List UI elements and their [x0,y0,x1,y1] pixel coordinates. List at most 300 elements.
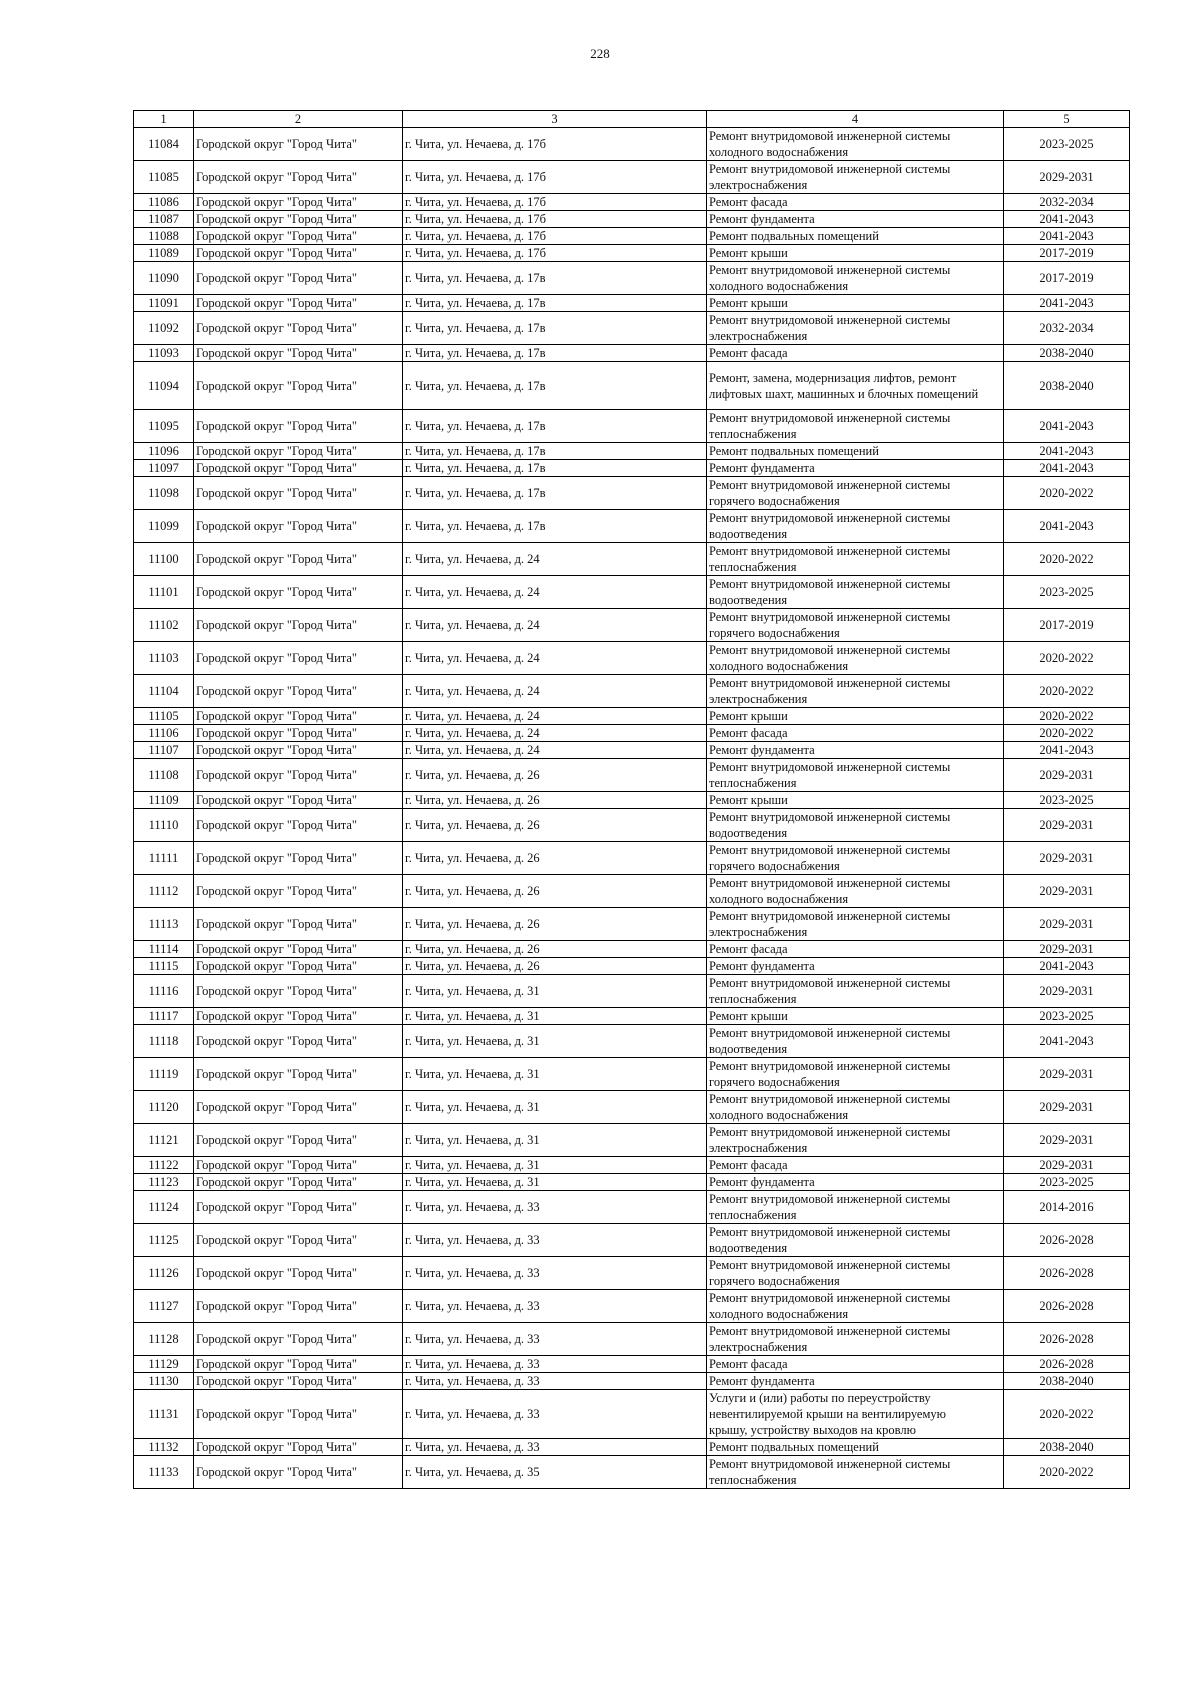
cell-work-type: Ремонт крыши [707,295,1004,312]
cell-period: 2023-2025 [1004,1008,1130,1025]
table-row [134,1191,1130,1224]
table-row [134,958,1130,975]
cell-period: 2020-2022 [1004,477,1130,510]
cell-municipality: Городской округ "Город Чита" [194,742,403,759]
cell-period: 2017-2019 [1004,245,1130,262]
table-row [134,675,1130,708]
table-row [134,262,1130,295]
table-row [134,128,1130,161]
cell-period: 2029-2031 [1004,161,1130,194]
cell-period: 2017-2019 [1004,262,1130,295]
table-row [134,345,1130,362]
cell-address: г. Чита, ул. Нечаева, д. 17в [403,362,707,410]
cell-row-number: 11104 [134,675,194,708]
cell-period: 2041-2043 [1004,295,1130,312]
cell-period: 2020-2022 [1004,1390,1130,1439]
cell-period: 2041-2043 [1004,460,1130,477]
cell-row-number: 11115 [134,958,194,975]
table-row [134,1224,1130,1257]
cell-work-type: Ремонт фундамента [707,958,1004,975]
cell-municipality: Городской округ "Город Чита" [194,312,403,345]
table-row [134,510,1130,543]
cell-period: 2032-2034 [1004,312,1130,345]
table-row [134,792,1130,809]
cell-address: г. Чита, ул. Нечаева, д. 24 [403,609,707,642]
cell-period: 2041-2043 [1004,228,1130,245]
cell-row-number: 11098 [134,477,194,510]
cell-work-type: Услуги и (или) работы по переустройству невентилируемой крыши на вентилируемую крышу, устройству выходов на кровлю [707,1390,1004,1439]
cell-municipality: Городской округ "Город Чита" [194,161,403,194]
table-row [134,759,1130,792]
table-row [134,312,1130,345]
cell-period: 2023-2025 [1004,792,1130,809]
cell-address: г. Чита, ул. Нечаева, д. 24 [403,576,707,609]
cell-municipality: Городской округ "Город Чита" [194,345,403,362]
cell-work-type: Ремонт внутридомовой инженерной системы теплоснабжения [707,1191,1004,1224]
cell-address: г. Чита, ул. Нечаева, д. 17в [403,510,707,543]
cell-row-number: 11095 [134,410,194,443]
table-row [134,161,1130,194]
cell-address: г. Чита, ул. Нечаева, д. 31 [403,1008,707,1025]
cell-row-number: 11124 [134,1191,194,1224]
cell-work-type: Ремонт фасада [707,1157,1004,1174]
cell-work-type: Ремонт подвальных помещений [707,228,1004,245]
header-col-4: 4 [707,111,1004,128]
cell-work-type: Ремонт крыши [707,792,1004,809]
cell-address: г. Чита, ул. Нечаева, д. 26 [403,792,707,809]
cell-period: 2020-2022 [1004,1456,1130,1489]
cell-address: г. Чита, ул. Нечаева, д. 24 [403,675,707,708]
table-row [134,1290,1130,1323]
cell-row-number: 11092 [134,312,194,345]
cell-period: 2029-2031 [1004,875,1130,908]
cell-work-type: Ремонт подвальных помещений [707,1439,1004,1456]
cell-work-type: Ремонт внутридомовой инженерной системы холодного водоснабжения [707,128,1004,161]
cell-period: 2029-2031 [1004,842,1130,875]
cell-work-type: Ремонт внутридомовой инженерной системы холодного водоснабжения [707,875,1004,908]
cell-period: 2017-2019 [1004,609,1130,642]
cell-period: 2026-2028 [1004,1290,1130,1323]
cell-row-number: 11114 [134,941,194,958]
cell-work-type: Ремонт внутридомовой инженерной системы электроснабжения [707,908,1004,941]
cell-work-type: Ремонт фасада [707,725,1004,742]
cell-municipality: Городской округ "Город Чита" [194,1191,403,1224]
cell-work-type: Ремонт внутридомовой инженерной системы горячего водоснабжения [707,1257,1004,1290]
cell-municipality: Городской округ "Город Чита" [194,1025,403,1058]
cell-municipality: Городской округ "Город Чита" [194,708,403,725]
table-row [134,908,1130,941]
cell-address: г. Чита, ул. Нечаева, д. 17б [403,228,707,245]
cell-period: 2041-2043 [1004,443,1130,460]
cell-municipality: Городской округ "Город Чита" [194,460,403,477]
cell-work-type: Ремонт фундамента [707,742,1004,759]
table-row [134,194,1130,211]
cell-work-type: Ремонт внутридомовой инженерной системы водоотведения [707,1224,1004,1257]
cell-address: г. Чита, ул. Нечаева, д. 31 [403,1157,707,1174]
cell-municipality: Городской округ "Город Чита" [194,842,403,875]
cell-address: г. Чита, ул. Нечаева, д. 24 [403,742,707,759]
table-body [134,128,1130,1489]
cell-work-type: Ремонт внутридомовой инженерной системы теплоснабжения [707,759,1004,792]
cell-work-type: Ремонт внутридомовой инженерной системы горячего водоснабжения [707,842,1004,875]
cell-work-type: Ремонт фундамента [707,1174,1004,1191]
cell-address: г. Чита, ул. Нечаева, д. 17в [403,312,707,345]
cell-municipality: Городской округ "Город Чита" [194,1257,403,1290]
cell-address: г. Чита, ул. Нечаева, д. 33 [403,1356,707,1373]
cell-row-number: 11119 [134,1058,194,1091]
cell-municipality: Городской округ "Город Чита" [194,958,403,975]
cell-address: г. Чита, ул. Нечаева, д. 24 [403,543,707,576]
table-row [134,1008,1130,1025]
cell-municipality: Городской округ "Город Чита" [194,609,403,642]
cell-period: 2041-2043 [1004,742,1130,759]
table-row [134,1174,1130,1191]
cell-address: г. Чита, ул. Нечаева, д. 33 [403,1323,707,1356]
cell-address: г. Чита, ул. Нечаева, д. 24 [403,642,707,675]
cell-row-number: 11100 [134,543,194,576]
cell-address: г. Чита, ул. Нечаева, д. 26 [403,941,707,958]
cell-work-type: Ремонт крыши [707,1008,1004,1025]
cell-work-type: Ремонт внутридомовой инженерной системы теплоснабжения [707,975,1004,1008]
cell-period: 2029-2031 [1004,1157,1130,1174]
cell-municipality: Городской округ "Город Чита" [194,228,403,245]
cell-municipality: Городской округ "Город Чита" [194,1290,403,1323]
cell-row-number: 11093 [134,345,194,362]
cell-address: г. Чита, ул. Нечаева, д. 26 [403,809,707,842]
table-row [134,725,1130,742]
cell-row-number: 11103 [134,642,194,675]
cell-work-type: Ремонт внутридомовой инженерной системы водоотведения [707,510,1004,543]
cell-row-number: 11113 [134,908,194,941]
cell-period: 2023-2025 [1004,1174,1130,1191]
cell-work-type: Ремонт внутридомовой инженерной системы холодного водоснабжения [707,1091,1004,1124]
cell-row-number: 11133 [134,1456,194,1489]
cell-municipality: Городской округ "Город Чита" [194,211,403,228]
cell-period: 2026-2028 [1004,1356,1130,1373]
cell-row-number: 11106 [134,725,194,742]
cell-row-number: 11099 [134,510,194,543]
cell-municipality: Городской округ "Город Чита" [194,725,403,742]
cell-work-type: Ремонт внутридомовой инженерной системы электроснабжения [707,675,1004,708]
cell-work-type: Ремонт внутридомовой инженерной системы холодного водоснабжения [707,642,1004,675]
cell-period: 2041-2043 [1004,510,1130,543]
cell-work-type: Ремонт внутридомовой инженерной системы холодного водоснабжения [707,262,1004,295]
cell-row-number: 11132 [134,1439,194,1456]
cell-period: 2032-2034 [1004,194,1130,211]
cell-row-number: 11087 [134,211,194,228]
cell-row-number: 11089 [134,245,194,262]
cell-work-type: Ремонт внутридомовой инженерной системы водоотведения [707,809,1004,842]
cell-period: 2029-2031 [1004,941,1130,958]
cell-municipality: Городской округ "Город Чита" [194,443,403,460]
cell-row-number: 11109 [134,792,194,809]
cell-municipality: Городской округ "Город Чита" [194,1373,403,1390]
cell-municipality: Городской округ "Город Чита" [194,908,403,941]
cell-work-type: Ремонт внутридомовой инженерной системы горячего водоснабжения [707,1058,1004,1091]
cell-address: г. Чита, ул. Нечаева, д. 26 [403,759,707,792]
cell-period: 2029-2031 [1004,908,1130,941]
cell-address: г. Чита, ул. Нечаева, д. 33 [403,1191,707,1224]
cell-row-number: 11110 [134,809,194,842]
cell-address: г. Чита, ул. Нечаева, д. 24 [403,725,707,742]
cell-municipality: Городской округ "Город Чита" [194,975,403,1008]
table-row [134,1390,1130,1439]
cell-row-number: 11120 [134,1091,194,1124]
cell-row-number: 11090 [134,262,194,295]
cell-municipality: Городской округ "Город Чита" [194,1157,403,1174]
cell-municipality: Городской округ "Город Чита" [194,1456,403,1489]
cell-address: г. Чита, ул. Нечаева, д. 17б [403,211,707,228]
cell-work-type: Ремонт фасада [707,345,1004,362]
cell-work-type: Ремонт внутридомовой инженерной системы электроснабжения [707,312,1004,345]
cell-row-number: 11101 [134,576,194,609]
cell-address: г. Чита, ул. Нечаева, д. 31 [403,975,707,1008]
cell-period: 2020-2022 [1004,708,1130,725]
cell-address: г. Чита, ул. Нечаева, д. 17в [403,345,707,362]
table-row [134,410,1130,443]
cell-period: 2014-2016 [1004,1191,1130,1224]
cell-address: г. Чита, ул. Нечаева, д. 31 [403,1124,707,1157]
table-header-row [134,111,1130,128]
cell-work-type: Ремонт внутридомовой инженерной системы теплоснабжения [707,543,1004,576]
cell-work-type: Ремонт, замена, модернизация лифтов, ремонт лифтовых шахт, машинных и блочных помещений [707,362,1004,410]
table-row [134,1356,1130,1373]
cell-address: г. Чита, ул. Нечаева, д. 26 [403,958,707,975]
table-row [134,1058,1130,1091]
cell-municipality: Городской округ "Город Чита" [194,128,403,161]
cell-address: г. Чита, ул. Нечаева, д. 33 [403,1439,707,1456]
table-row [134,875,1130,908]
cell-row-number: 11118 [134,1025,194,1058]
cell-work-type: Ремонт внутридомовой инженерной системы электроснабжения [707,1124,1004,1157]
cell-period: 2038-2040 [1004,1373,1130,1390]
cell-address: г. Чита, ул. Нечаева, д. 24 [403,708,707,725]
page-number: 228 [590,46,610,61]
cell-address: г. Чита, ул. Нечаева, д. 33 [403,1224,707,1257]
table-row [134,477,1130,510]
header-col-3: 3 [403,111,707,128]
cell-period: 2026-2028 [1004,1323,1130,1356]
cell-row-number: 11102 [134,609,194,642]
cell-row-number: 11121 [134,1124,194,1157]
cell-period: 2020-2022 [1004,725,1130,742]
table-row [134,211,1130,228]
cell-work-type: Ремонт внутридомовой инженерной системы холодного водоснабжения [707,1290,1004,1323]
cell-work-type: Ремонт крыши [707,245,1004,262]
cell-municipality: Городской округ "Город Чита" [194,295,403,312]
cell-address: г. Чита, ул. Нечаева, д. 31 [403,1091,707,1124]
cell-address: г. Чита, ул. Нечаева, д. 31 [403,1025,707,1058]
table-row [134,443,1130,460]
table-row [134,1025,1130,1058]
cell-work-type: Ремонт фасада [707,1356,1004,1373]
table-row [134,708,1130,725]
cell-municipality: Городской округ "Город Чита" [194,510,403,543]
cell-row-number: 11107 [134,742,194,759]
cell-municipality: Городской округ "Город Чита" [194,543,403,576]
cell-row-number: 11091 [134,295,194,312]
cell-row-number: 11097 [134,460,194,477]
cell-period: 2029-2031 [1004,1058,1130,1091]
cell-municipality: Городской округ "Город Чита" [194,1174,403,1191]
cell-row-number: 11128 [134,1323,194,1356]
cell-address: г. Чита, ул. Нечаева, д. 17в [403,460,707,477]
table-row [134,941,1130,958]
cell-municipality: Городской округ "Город Чита" [194,410,403,443]
cell-work-type: Ремонт внутридомовой инженерной системы теплоснабжения [707,410,1004,443]
cell-row-number: 11088 [134,228,194,245]
cell-period: 2041-2043 [1004,958,1130,975]
cell-work-type: Ремонт фундамента [707,211,1004,228]
table-row [134,362,1130,410]
cell-address: г. Чита, ул. Нечаева, д. 33 [403,1257,707,1290]
works-table [133,110,1130,1489]
cell-address: г. Чита, ул. Нечаева, д. 17б [403,161,707,194]
cell-period: 2020-2022 [1004,675,1130,708]
cell-address: г. Чита, ул. Нечаева, д. 26 [403,842,707,875]
cell-period: 2041-2043 [1004,1025,1130,1058]
cell-work-type: Ремонт внутридомовой инженерной системы теплоснабжения [707,1456,1004,1489]
table-row [134,576,1130,609]
cell-work-type: Ремонт фасада [707,941,1004,958]
cell-municipality: Городской округ "Город Чита" [194,1091,403,1124]
cell-municipality: Городской округ "Город Чита" [194,477,403,510]
cell-address: г. Чита, ул. Нечаева, д. 17в [403,262,707,295]
table-row [134,742,1130,759]
cell-address: г. Чита, ул. Нечаева, д. 17в [403,295,707,312]
table-row [134,1091,1130,1124]
cell-work-type: Ремонт внутридомовой инженерной системы электроснабжения [707,161,1004,194]
cell-municipality: Городской округ "Город Чита" [194,941,403,958]
cell-address: г. Чита, ул. Нечаева, д. 35 [403,1456,707,1489]
cell-period: 2041-2043 [1004,211,1130,228]
table-row [134,1157,1130,1174]
cell-row-number: 11085 [134,161,194,194]
cell-row-number: 11125 [134,1224,194,1257]
cell-row-number: 11111 [134,842,194,875]
cell-row-number: 11094 [134,362,194,410]
cell-row-number: 11096 [134,443,194,460]
cell-work-type: Ремонт крыши [707,708,1004,725]
cell-row-number: 11131 [134,1390,194,1439]
cell-address: г. Чита, ул. Нечаева, д. 26 [403,875,707,908]
cell-municipality: Городской округ "Город Чита" [194,1323,403,1356]
cell-work-type: Ремонт внутридомовой инженерной системы горячего водоснабжения [707,609,1004,642]
cell-municipality: Городской округ "Город Чита" [194,262,403,295]
table-row [134,1439,1130,1456]
cell-address: г. Чита, ул. Нечаева, д. 26 [403,908,707,941]
cell-period: 2029-2031 [1004,809,1130,842]
cell-period: 2038-2040 [1004,362,1130,410]
cell-period: 2029-2031 [1004,759,1130,792]
table-row [134,809,1130,842]
cell-address: г. Чита, ул. Нечаева, д. 33 [403,1290,707,1323]
table-row [134,642,1130,675]
cell-municipality: Городской округ "Город Чита" [194,245,403,262]
cell-period: 2020-2022 [1004,543,1130,576]
cell-address: г. Чита, ул. Нечаева, д. 17б [403,128,707,161]
cell-work-type: Ремонт внутридомовой инженерной системы горячего водоснабжения [707,477,1004,510]
cell-work-type: Ремонт внутридомовой инженерной системы водоотведения [707,1025,1004,1058]
cell-municipality: Городской округ "Город Чита" [194,576,403,609]
cell-row-number: 11122 [134,1157,194,1174]
table-row [134,460,1130,477]
table-row [134,975,1130,1008]
cell-address: г. Чита, ул. Нечаева, д. 33 [403,1373,707,1390]
cell-row-number: 11123 [134,1174,194,1191]
cell-municipality: Городской округ "Город Чита" [194,675,403,708]
cell-municipality: Городской округ "Город Чита" [194,792,403,809]
cell-municipality: Городской округ "Город Чита" [194,875,403,908]
header-col-2: 2 [194,111,403,128]
cell-row-number: 11086 [134,194,194,211]
header-col-1: 1 [134,111,194,128]
cell-row-number: 11112 [134,875,194,908]
table-row [134,543,1130,576]
cell-row-number: 11108 [134,759,194,792]
table-row [134,1257,1130,1290]
cell-period: 2038-2040 [1004,1439,1130,1456]
cell-municipality: Городской округ "Город Чита" [194,642,403,675]
cell-period: 2023-2025 [1004,128,1130,161]
table-row [134,1323,1130,1356]
header-col-5: 5 [1004,111,1130,128]
cell-municipality: Городской округ "Город Чита" [194,1124,403,1157]
cell-period: 2020-2022 [1004,642,1130,675]
cell-municipality: Городской округ "Город Чита" [194,1390,403,1439]
cell-municipality: Городской округ "Город Чита" [194,194,403,211]
table-row [134,295,1130,312]
cell-row-number: 11129 [134,1356,194,1373]
cell-work-type: Ремонт подвальных помещений [707,443,1004,460]
table-row [134,1456,1130,1489]
cell-address: г. Чита, ул. Нечаева, д. 17в [403,477,707,510]
cell-municipality: Городской округ "Город Чита" [194,1356,403,1373]
table-row [134,842,1130,875]
cell-address: г. Чита, ул. Нечаева, д. 17б [403,194,707,211]
cell-municipality: Городской округ "Город Чита" [194,809,403,842]
cell-address: г. Чита, ул. Нечаева, д. 17б [403,245,707,262]
cell-period: 2041-2043 [1004,410,1130,443]
table-row [134,245,1130,262]
table-row [134,609,1130,642]
cell-municipality: Городской округ "Город Чита" [194,1058,403,1091]
cell-period: 2023-2025 [1004,576,1130,609]
cell-period: 2029-2031 [1004,1124,1130,1157]
table-row [134,228,1130,245]
cell-address: г. Чита, ул. Нечаева, д. 31 [403,1058,707,1091]
cell-period: 2038-2040 [1004,345,1130,362]
cell-period: 2026-2028 [1004,1224,1130,1257]
cell-municipality: Городской округ "Город Чита" [194,1008,403,1025]
cell-municipality: Городской округ "Город Чита" [194,1439,403,1456]
cell-row-number: 11126 [134,1257,194,1290]
cell-row-number: 11105 [134,708,194,725]
cell-work-type: Ремонт внутридомовой инженерной системы водоотведения [707,576,1004,609]
cell-work-type: Ремонт внутридомовой инженерной системы электроснабжения [707,1323,1004,1356]
cell-municipality: Городской округ "Город Чита" [194,1224,403,1257]
cell-row-number: 11130 [134,1373,194,1390]
cell-row-number: 11117 [134,1008,194,1025]
cell-address: г. Чита, ул. Нечаева, д. 31 [403,1174,707,1191]
cell-period: 2029-2031 [1004,1091,1130,1124]
cell-address: г. Чита, ул. Нечаева, д. 17в [403,443,707,460]
cell-work-type: Ремонт фасада [707,194,1004,211]
cell-municipality: Городской округ "Город Чита" [194,759,403,792]
cell-address: г. Чита, ул. Нечаева, д. 33 [403,1390,707,1439]
cell-row-number: 11084 [134,128,194,161]
cell-work-type: Ремонт фундамента [707,1373,1004,1390]
